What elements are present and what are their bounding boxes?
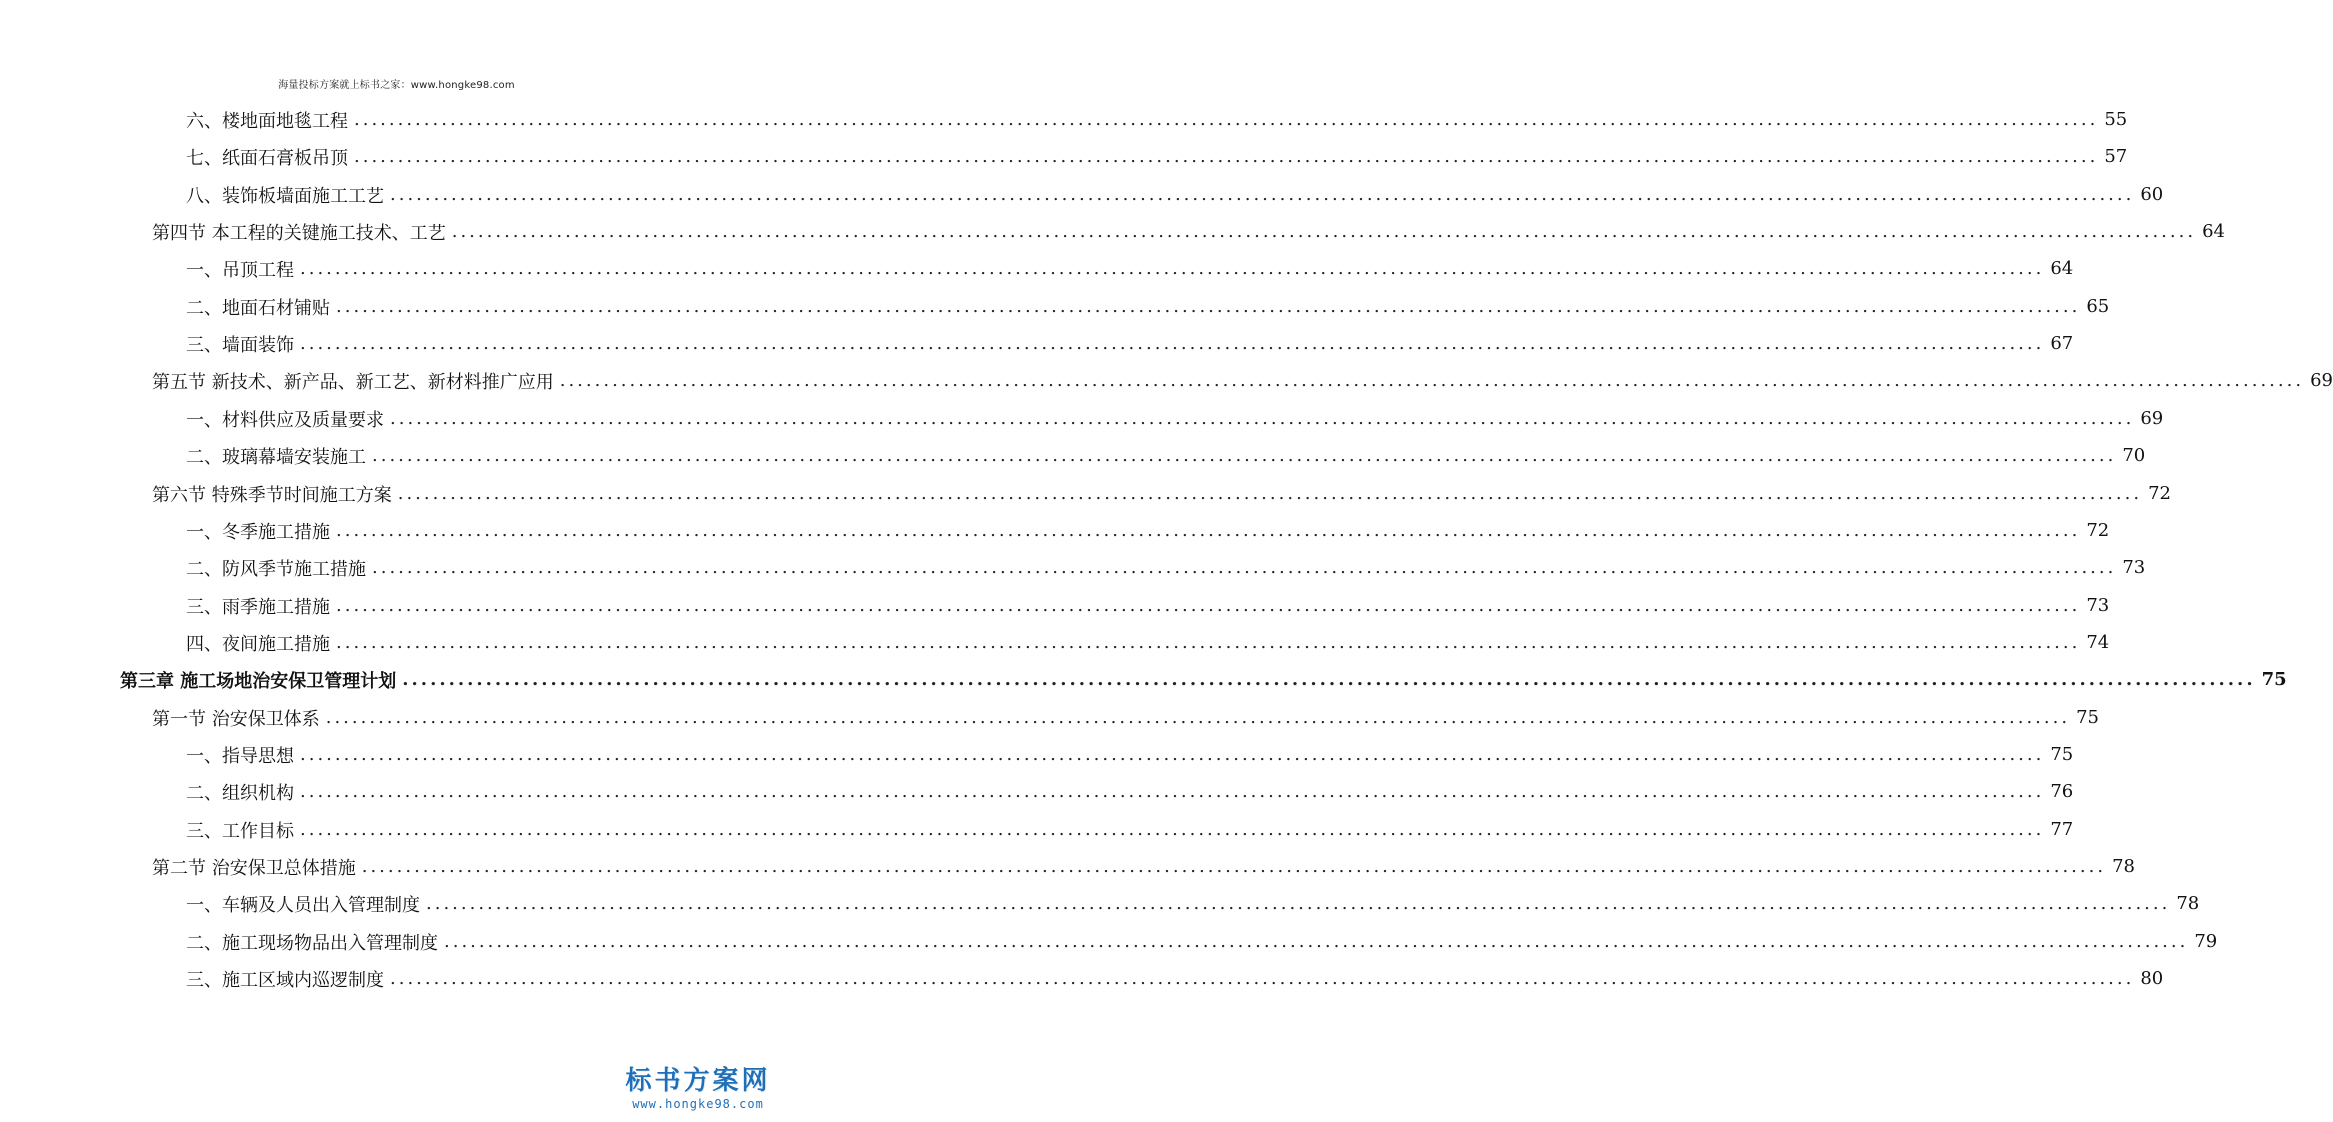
toc-entry-page: 78 xyxy=(2112,856,2135,877)
toc-entry-page: 72 xyxy=(2086,520,2110,541)
toc-entry[interactable] xyxy=(152,475,2171,512)
toc-entry-page: 64 xyxy=(2050,258,2074,279)
toc-leader-dots: ........................................................................................................................................................................................................ xyxy=(397,482,2143,504)
toc-entry-page: 75 xyxy=(2076,707,2099,728)
toc-leader-dots: ........................................................................................................................................................................................................ xyxy=(390,967,2135,989)
toc-entry[interactable] xyxy=(152,699,2099,736)
toc-leader-dots: ........................................................................................................................................................................................................ xyxy=(444,930,2189,952)
toc-entry[interactable] xyxy=(152,213,2225,250)
toc-entry-page: 72 xyxy=(2148,483,2171,504)
toc-entry-title: 二、地面石材铺贴 xyxy=(186,297,330,319)
toc-leader-dots: ........................................................................................................................................................................................................ xyxy=(361,855,2107,877)
toc-entry-page: 75 xyxy=(2050,744,2074,765)
toc-entry-page: 76 xyxy=(2050,781,2074,802)
toc-entry-page: 64 xyxy=(2202,221,2225,242)
toc-entry-title: 三、工作目标 xyxy=(186,820,294,842)
toc-entry[interactable] xyxy=(186,325,2074,362)
toc-entry-page: 77 xyxy=(2050,819,2074,840)
toc-entry-title: 第六节 特殊季节时间施工方案 xyxy=(152,484,392,506)
toc-entry-title: 第一节 治安保卫体系 xyxy=(152,708,320,730)
toc-leader-dots: ........................................................................................................................................................................................................ xyxy=(300,743,2045,765)
toc-leader-dots: ........................................................................................................................................................................................................ xyxy=(402,668,2256,690)
toc-entry-title: 第四节 本工程的关键施工技术、工艺 xyxy=(152,222,446,244)
toc-entry-page: 65 xyxy=(2086,296,2110,317)
toc-entry[interactable] xyxy=(120,661,2287,698)
toc-entry-title: 二、玻璃幕墙安装施工 xyxy=(186,446,366,468)
toc-leader-dots: ........................................................................................................................................................................................................ xyxy=(354,108,2099,130)
toc-leader-dots: ........................................................................................................................................................................................................ xyxy=(336,519,2081,541)
toc-entry-title: 二、施工现场物品出入管理制度 xyxy=(186,932,438,954)
toc-entry-page: 74 xyxy=(2086,632,2110,653)
toc-entry-title: 一、冬季施工措施 xyxy=(186,521,330,543)
toc-entry[interactable] xyxy=(186,250,2074,287)
toc-entry-title: 八、装饰板墙面施工工艺 xyxy=(186,185,384,207)
toc-leader-dots: ........................................................................................................................................................................................................ xyxy=(559,369,2305,391)
toc-entry-title: 第三章 施工场地治安保卫管理计划 xyxy=(120,670,397,692)
toc-leader-dots: ........................................................................................................................................................................................................ xyxy=(354,145,2099,167)
toc-leader-dots: ........................................................................................................................................................................................................ xyxy=(451,220,2197,242)
toc-entry-page: 78 xyxy=(2176,893,2200,914)
toc-leader-dots: ........................................................................................................................................................................................................ xyxy=(300,780,2045,802)
toc-entry[interactable] xyxy=(186,923,2218,960)
toc-leader-dots: ........................................................................................................................................................................................................ xyxy=(336,631,2081,653)
toc-leader-dots: ........................................................................................................................................................................................................ xyxy=(336,594,2081,616)
toc-entry[interactable] xyxy=(186,176,2164,213)
toc-leader-dots: ........................................................................................................................................................................................................ xyxy=(325,706,2071,728)
toc-entry-page: 67 xyxy=(2050,333,2074,354)
toc-entry-page: 69 xyxy=(2310,370,2333,391)
toc-entry[interactable] xyxy=(186,437,2146,474)
toc-entry-title: 一、指导思想 xyxy=(186,745,294,767)
toc-entry-page: 70 xyxy=(2122,445,2146,466)
toc-leader-dots: ........................................................................................................................................................................................................ xyxy=(300,818,2045,840)
page-header: 海量投标方案就上标书之家：www.hongke98.com xyxy=(278,80,515,91)
toc-entry-title: 二、组织机构 xyxy=(186,782,294,804)
toc-entry-title: 第二节 治安保卫总体措施 xyxy=(152,857,356,879)
toc-leader-dots: ........................................................................................................................................................................................................ xyxy=(300,257,2045,279)
toc-entry[interactable] xyxy=(186,587,2110,624)
watermark-url: www.hongke98.com xyxy=(632,1097,764,1111)
toc-entry-title: 二、防风季节施工措施 xyxy=(186,558,366,580)
toc-leader-dots: ........................................................................................................................................................................................................ xyxy=(336,295,2081,317)
toc-leader-dots: ........................................................................................................................................................................................................ xyxy=(426,892,2171,914)
toc-entry-title: 第五节 新技术、新产品、新工艺、新材料推广应用 xyxy=(152,371,554,393)
toc-entry[interactable] xyxy=(152,848,2135,885)
toc-entry[interactable] xyxy=(186,288,2110,325)
toc-entry-title: 三、墙面装饰 xyxy=(186,334,294,356)
toc-entry-page: 73 xyxy=(2086,595,2110,616)
toc-entry-page: 75 xyxy=(2261,669,2287,690)
toc-entry[interactable] xyxy=(186,736,2074,773)
toc-entry-title: 六、楼地面地毯工程 xyxy=(186,110,348,132)
toc-entry[interactable] xyxy=(186,624,2110,661)
toc-leader-dots: ........................................................................................................................................................................................................ xyxy=(372,444,2117,466)
toc-leader-dots: ........................................................................................................................................................................................................ xyxy=(300,332,2045,354)
toc-entry-title: 四、夜间施工措施 xyxy=(186,633,330,655)
toc-entry-title: 一、吊顶工程 xyxy=(186,259,294,281)
toc-entry[interactable] xyxy=(186,138,2128,175)
toc-entry[interactable] xyxy=(186,101,2128,138)
toc-leader-dots: ........................................................................................................................................................................................................ xyxy=(372,556,2117,578)
watermark-title: 标书方案网 xyxy=(625,1066,771,1096)
toc-entry[interactable] xyxy=(186,960,2164,997)
toc-leader-dots: ........................................................................................................................................................................................................ xyxy=(390,183,2135,205)
toc-entry[interactable] xyxy=(186,811,2074,848)
toc-entry-page: 57 xyxy=(2104,146,2128,167)
toc-entry[interactable] xyxy=(186,549,2146,586)
toc-entry-page: 79 xyxy=(2194,931,2218,952)
toc-entry[interactable] xyxy=(186,773,2074,810)
toc-entry-page: 80 xyxy=(2140,968,2164,989)
toc-entry-page: 69 xyxy=(2140,408,2164,429)
toc-leader-dots: ........................................................................................................................................................................................................ xyxy=(390,407,2135,429)
toc-entry-page: 73 xyxy=(2122,557,2146,578)
toc-entry-title: 三、雨季施工措施 xyxy=(186,596,330,618)
toc-entry-title: 一、车辆及人员出入管理制度 xyxy=(186,894,420,916)
toc-entry[interactable] xyxy=(152,362,2333,399)
toc-entry-page: 55 xyxy=(2104,109,2128,130)
toc-entry-page: 60 xyxy=(2140,184,2164,205)
toc-entry-title: 一、材料供应及质量要求 xyxy=(186,409,384,431)
toc-entry[interactable] xyxy=(186,400,2164,437)
toc-entry-title: 七、纸面石膏板吊顶 xyxy=(186,147,348,169)
toc-entry-title: 三、施工区域内巡逻制度 xyxy=(186,969,384,991)
toc-entry[interactable] xyxy=(186,512,2110,549)
toc-entry[interactable] xyxy=(186,885,2200,922)
watermark-logo xyxy=(608,1066,788,1112)
